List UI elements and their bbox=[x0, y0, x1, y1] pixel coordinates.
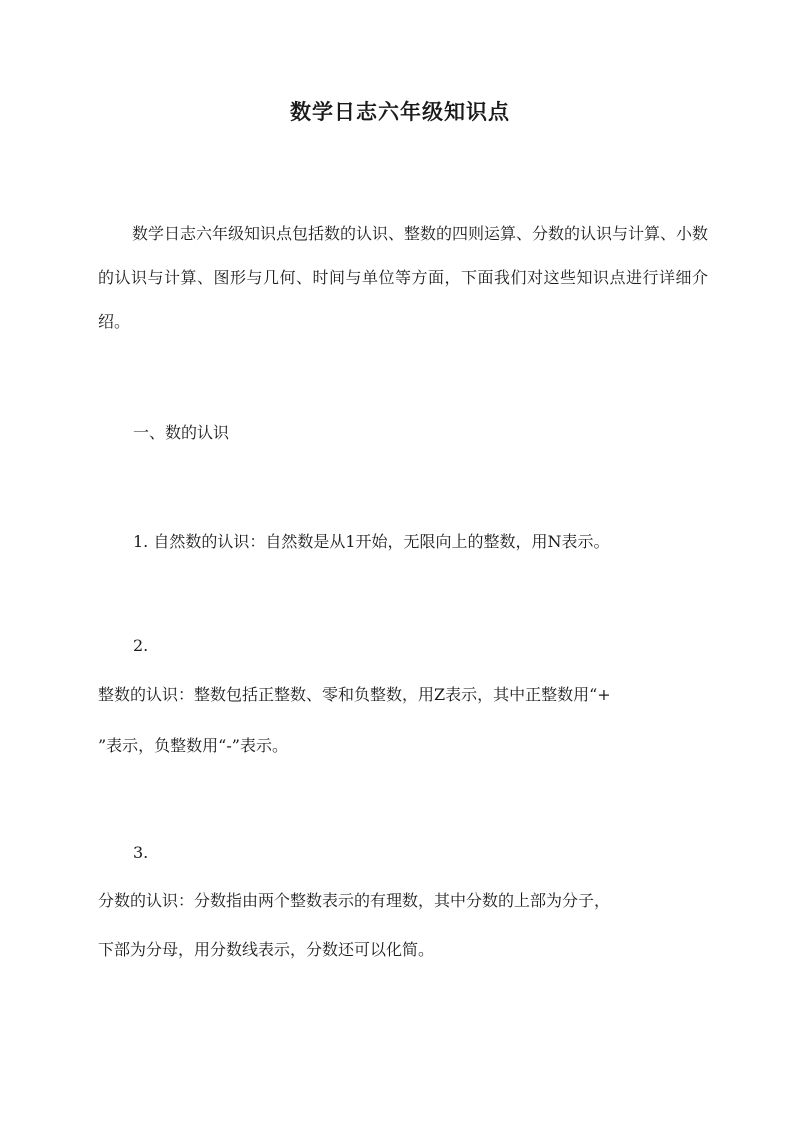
list-item-number-2: 2. bbox=[133, 636, 149, 655]
list-item-integers-line-2: ”表示，负整数用“-”表示。 bbox=[98, 736, 288, 755]
intro-paragraph: 数学日志六年级知识点包括数的认识、整数的四则运算、分数的认识与计算、小数的认识与计算、图形与几何、时间与单位等方面，下面我们对这些知识点进行详细介绍。 bbox=[98, 224, 709, 331]
list-item-number-3: 3. bbox=[133, 843, 149, 862]
list-item-natural-numbers: 1. 自然数的认识：自然数是从1开始，无限向上的整数，用N表示。 bbox=[133, 532, 610, 551]
list-item-fractions-line-2: 下部为分母，用分数线表示，分数还可以化简。 bbox=[98, 940, 435, 959]
list-item-fractions-line-1: 分数的认识：分数指由两个整数表示的有理数，其中分数的上部为分子， bbox=[98, 891, 611, 910]
list-item-integers-line-1: 整数的认识：整数包括正整数、零和负整数，用Z表示，其中正整数用“+ bbox=[98, 685, 611, 704]
section-heading: 一、数的认识 bbox=[133, 423, 230, 442]
document-title: 数学日志六年级知识点 bbox=[290, 99, 510, 124]
